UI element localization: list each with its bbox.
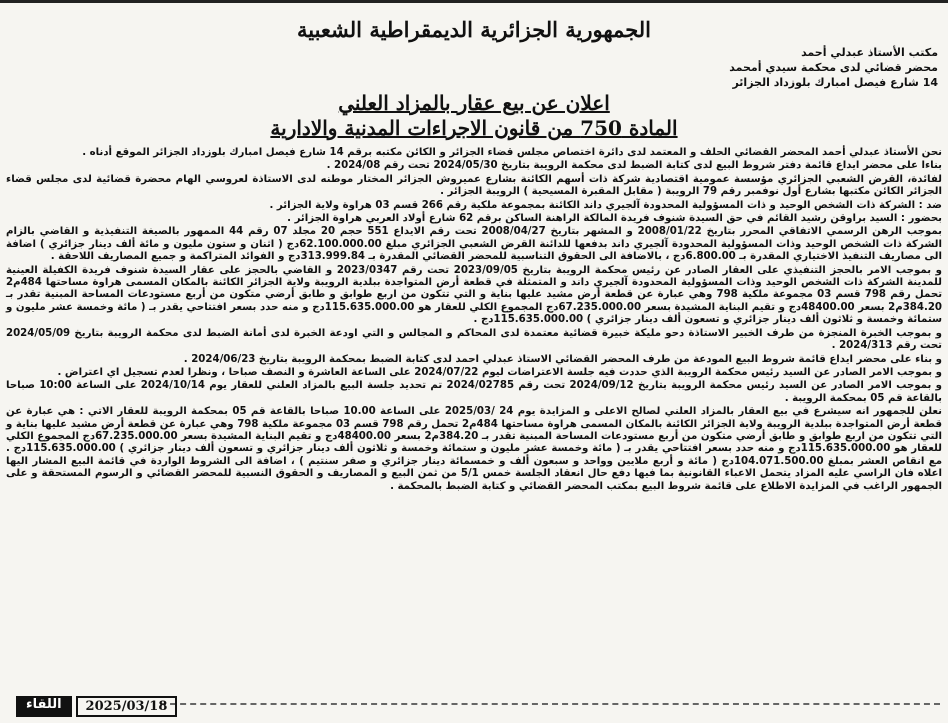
- title-line-1: اعلان عن بيع عقار بالمزاد العلني: [338, 91, 610, 115]
- footer-divider: [160, 703, 940, 705]
- paragraph: و بموجب الامر بالحجز التنفيذي على العقار الصادر عن رئيس محكمة الرويبة بتاريخ 2023/09/05 تحت رقم 2023/0347 و القاضي بالحجز على عقار السيدة شنوف فريدة الكفيلة العينية للمدينة الشركة ذات الشخص الوحيد وذات المسؤولية المحدودة آلجيري داند و المتمثلة في قطعة أرض المتواجدة ببلدية الرويبة ولاية الجزائر الكائنة بالمكان المسمى هراوة مساحتها 484م2 تحمل رقم 798 قسم 03 مجموعة ملكية 798 وهي عبارة عن قطعة أرض مشيد عليها بناية و التي تتكون من اربع طوابق و طابق أرضي متكون من أربع مستودعات المساحة المبنية تقدر بـ 384.20م2 بسعر 48400.00دج و تقيم البناية المشيدة بسعر 67.235.000.00دج المجموع الكلي للعقار هو 115.635.000.00دج و منه حدد بسعر افتتاحي يقدر بـ ( مائة وخمسة عشر مليون و ستمائة وخمسة و ثلاثون ألف دينار جزائري و تسعون ألف دينار جزائري ) 115.635.000.00دج .: [6, 264, 943, 326]
- announcement-title: [0, 91, 948, 141]
- office-line-3: 14 شارع فيصل امبارك بلوزداد الجزائر: [732, 76, 938, 89]
- paragraph: نحن الأستاذ عبدلي أحمد المحضر القضائي الحلف و المعتمد لدى دائرة اختصاص مجلس قضاء الجزائر و الكائن مكتبه برقم 14 شارع فيصل امبارك بلوزداد الجزائر الموقع أدناه .: [82, 147, 942, 158]
- publication-date: 2025/03/18: [76, 696, 178, 717]
- bailiff-office-block: [618, 45, 938, 90]
- title-line-2: المادة 750 من قانون الاجراءات المدنية والادارية: [270, 116, 678, 140]
- paragraph: و بناء على محضر ايداع قائمة شروط البيع المودعة من طرف المحضر القضائي الاستاذ عبدلي احمد لدى كتابة الضبط بمحكمة الرويبة بتاريخ 2024/06/23 .: [183, 353, 942, 365]
- newspaper-name: اللقاء: [16, 696, 72, 717]
- paragraph: و بموجب الامر الصادر عن السيد رئيس محكمة الرويبة الذي حددت فيه جلسة الاعتراضات ليوم 2024/07/22 على الساعة العاشرة و النصف صباحا ، ونظرا لعدم تسجيل اي اعتراض .: [57, 366, 942, 378]
- paragraph: و بموجب الامر الصادر عن السيد رئيس محكمة الرويبة بتاريخ 2024/09/12 تحت رقم 2024/02785 تم تحديد جلسة البيع بالمزاد العلني للعقار يوم 2024/10/14 على الساعة 10:00 صباحا بالقاعة قم 05 بمحكمة الرويبة .: [6, 380, 942, 404]
- paragraph: بموجب الرهن الرسمي الاتفاقي المحرر بتاريخ 2008/01/22 و المشهر بتاريخ 2008/04/27 تحت رقم الايداع 551 حجم 20 مجلد 07 رقم 44 الممهور بالصيغة التنفيذية و القاضي بالزام الشركة ذات الشخص الوحيد وذات المسؤولية المحدودة آلجيري داند بدفعها للدائنة القرض الشعبي الجزائري مبلغ 62.100.000.00دج ( اثنان و ستون مليون و مائة ألف دينار جزائري ) اضافة الى مصاريف التنفيذ الاختياري المقدرة بـ 6.800.00دج ، بالاضافة الى الحقوق التناسبية للمحضر القضائي المقدرة بـ 313.999.84دج و الفوائد المتراكمة و جميع المصاريف اللاحقة .: [6, 226, 943, 263]
- paragraph: بحضور : السيد براوقن رشيد القائم في حق السيدة شنوف فريدة المالكة الراهنة الساكن برقم 62 شارع أولاد العربي هراوة الجزائر .: [287, 213, 942, 225]
- office-line-2: محضر قضائي لدى محكمة سيدي أمحمد: [729, 61, 938, 74]
- paragraph: نعلن للجمهور انه سيشرع في بيع العقار بالمزاد العلني لصالح الاعلى و المزايدة يوم 24 /2025/03 على الساعة 10.00 صباحا بالقاعة قم 05 بمحكمة الرويبة للعقار الاتي : هي عبارة عن قطعة أرض المتواجدة ببلدية الرويبة ولاية الجزائر الكائنة بالمكان المسمى هراوة مساحتها 484م2 تحمل رقم 798 قسم 03 مجموعة ملكية 798 وهي عبارة عن قطعة أرض مشيد عليها بناية و التي تتكون من اربع طوابق و طابق أرضي متكون من أربع مستودعات المساحة المبنية تقدر بـ 384.20م2 بسعر 48400.00دج و تقيم البناية المشيدة بسعر 67.235.000.00دج المجموع الكلي للعقار هو 115.635.000.00دج و منه حدد بسعر افتتاحي يقدر بـ ( مائة وخمسة عشر مليون و ستمائة وخمسة و ثلاثون ألف دينار جزائري و تسعون ألف دينار جزائري ) 115.635.000.00دج . مع انقاص العشر بمبلغ 104.071.500.00دج ( مائة و أربع ملايين وواحد و سبعون ألف و خمسمائة دينار جزائري و صفر سنتيم ) ، اضافة الى الشروط الواردة في قائمة البيع المشار اليها اعلاه فان الراسي عليه المزاد يتحمل الاعباء القانونية بما فيها دفع حال انعقاد الجلسة خمس 5/1 من ثمن البيع و المصاريف و الحقوق النسبية للمحضر القضائي و الرسوم المستحقة و على الجمهور الراغب في المزايدة الاطلاع على قائمة شروط البيع بمكتب المحضر القضائي و كتابة الضبط بالمحكمة .: [6, 406, 942, 492]
- announcement-body: [6, 147, 942, 494]
- republic-header: الجمهورية الجزائرية الديمقراطية الشعبية: [296, 17, 651, 42]
- paragraph: لفائدة، القرض الشعبي الجزائري مؤسسة عمومية اقتصادية شركة ذات أسهم الكائنة بشارع عميروش الجزائر المختار موطنه لدى الاستاذة لعروسي الهام محضرة قضائية لدى مجلس قضاء الجزائر الكائن مكتبها بشارع أول نوفمبر رقم 79 الرويبة ( مقابل المقبرة المسيحية ) الرويبة الجزائر .: [6, 173, 942, 198]
- paragraph: و بموجب الخبرة المنجزة من طرف الخبير الاستاذة دحو مليكة خبيرة قضائية معتمدة لدى المحاكم و المجالس و التي اودعة الخبرة لدى أمانة الضبط لدى محكمة الرويبة بتاريخ 2024/05/09 تحت رقم 2024/313 .: [6, 327, 942, 352]
- paragraph: ضد : الشركة ذات الشخص الوحيد و ذات المسؤولية المحدودة آلجيري داند الكائنة بمجموعة ملكية رقم 266 قسم 03 هراوة ولاية الجزائر .: [269, 199, 942, 211]
- office-line-1: مكتب الأستاذ عبدلي أحمد: [801, 46, 938, 59]
- footer-stamp: [16, 696, 177, 717]
- paragraph: بناءا على محضر ايداع قائمة دفتر شروط البيع لدى كتابة الضبط لدى محكمة الرويبة بتاريخ 2024/05/30 تحت رقم 2024/08 .: [326, 160, 942, 172]
